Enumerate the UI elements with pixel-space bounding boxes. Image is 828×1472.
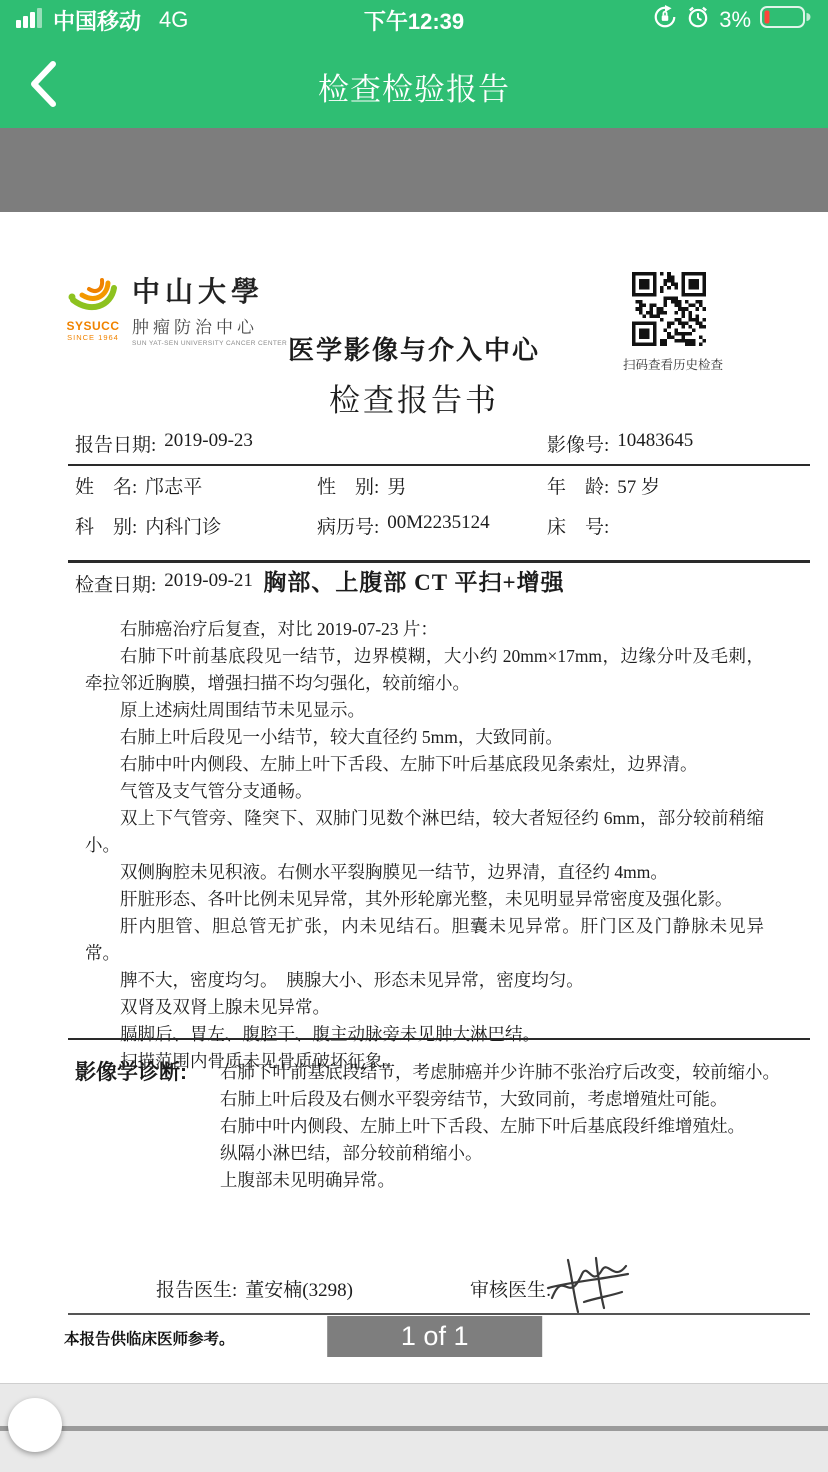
- alarm-icon: [686, 5, 710, 35]
- exam-date-label: 检查日期:: [75, 575, 157, 596]
- diagnosis-line: 上腹部未见明确异常。: [220, 1170, 395, 1190]
- hospital-dept: 肿瘤防治中心: [132, 318, 258, 337]
- image-no-value: 10483645: [617, 430, 694, 451]
- age-value: 57 岁: [617, 477, 661, 498]
- finding-line: 脾不大，密度均匀。 胰腺大小、形态未见异常，密度均匀。: [120, 970, 584, 990]
- diagnosis-line: 纵隔小淋巴结，部分较前稍缩小。: [220, 1143, 483, 1163]
- qr-caption: 扫码查看历史检查: [623, 358, 724, 372]
- finding-line: 双侧胸腔未见积液。右侧水平裂胸膜见一结节，边界清，直径约 4mm。: [120, 862, 668, 882]
- logo-swoosh-icon: [65, 301, 121, 318]
- report-date-label: 报告日期:: [75, 435, 157, 456]
- clock-label: 下午12:39: [363, 8, 465, 34]
- finding-line: 双肾及双肾上腺未见异常。: [120, 997, 330, 1017]
- report-header: [0, 212, 828, 422]
- logo-since: SINCE 1964: [67, 333, 119, 342]
- finding-line: 右肺癌治疗后复查，对比 2019-07-23 片：: [120, 619, 438, 639]
- finding-line: 原上述病灶周围结节未见显示。: [120, 700, 365, 720]
- hospital-name-en: SUN YAT-SEN UNIVERSITY CANCER CENTER: [132, 340, 288, 347]
- finding-line: 双上下气管旁、隆突下、双肺门见数个淋巴结，较大者短径约 6mm，部分较前稍缩小。: [85, 808, 764, 855]
- qr-block: [623, 272, 724, 373]
- gender-label: 性 别:: [317, 477, 380, 498]
- diagnosis-section: [68, 1038, 810, 1194]
- qr-code-icon: [632, 272, 706, 346]
- dept-label: 科 别:: [75, 517, 138, 538]
- finding-line: 扫描范围内骨质未见骨质破坏征象。: [120, 1051, 400, 1071]
- finding-line: 右肺中叶内侧段、左肺上叶下舌段、左肺下叶后基底段见条索灶，边界清。: [120, 754, 698, 774]
- report-footer: [64, 1313, 810, 1351]
- image-no-label: 影像号:: [547, 435, 610, 456]
- finding-line: 右肺下叶前基底段见一结节，边界模糊，大小约 20mm×17mm，边缘分叶及毛刺，牵拉邻近胸膜，增强扫描不均匀强化，较前缩小。: [85, 646, 764, 693]
- name-value: 邝志平: [145, 477, 203, 498]
- report-doctor-value: 董安楠(3298): [245, 1280, 353, 1301]
- status-bar: [0, 0, 828, 40]
- diagnosis-line: 右肺上叶后段及右侧水平裂旁结节，大致同前，考虑增殖灶可能。: [220, 1089, 728, 1109]
- finding-line: 右肺上叶后段见一小结节，较大直径约 5mm，大致同前。: [120, 727, 563, 747]
- page-slider-bar: [0, 1383, 828, 1472]
- hospital-logo: [64, 270, 287, 347]
- battery-percent: 3%: [719, 7, 751, 32]
- page-title: 检查检验报告: [318, 72, 510, 107]
- center-title: 医学影像与介入中心: [287, 336, 540, 365]
- page-indicator: 1 of 1: [327, 1316, 542, 1357]
- record-no-value: 00M2235124: [387, 512, 490, 533]
- gender-value: 男: [387, 477, 407, 498]
- rotation-lock-icon: [653, 5, 677, 35]
- page-slider-track[interactable]: [0, 1426, 828, 1431]
- nav-bar: [0, 40, 828, 128]
- doc-title: 检查报告书: [329, 383, 499, 418]
- page-slider-knob[interactable]: [8, 1398, 62, 1452]
- report-date-value: 2019-09-23: [164, 430, 253, 451]
- dept-value: 内科门诊: [145, 517, 222, 538]
- battery-icon: [760, 4, 812, 36]
- finding-line: 气管及支气管分支通畅。: [120, 781, 313, 801]
- review-doctor-label: 审核医生:: [470, 1280, 552, 1301]
- diagnosis-label: 影像学诊断:: [75, 1061, 187, 1084]
- doc-footnote: 本报告供临床医师参考。: [64, 1331, 235, 1348]
- carrier-label: 中国移动: [53, 8, 142, 34]
- exam-title: 胸部、上腹部 CT 平扫+增强: [263, 570, 565, 595]
- report-doctor-label: 报告医生:: [156, 1280, 238, 1301]
- app-header: [0, 0, 828, 128]
- hospital-name: 中山大學: [132, 277, 265, 308]
- findings-section: [85, 616, 764, 1075]
- exam-date-value: 2019-09-21: [164, 570, 253, 591]
- finding-line: 肝内胆管、胆总管无扩张，内未见结石。胆囊未见异常。肝门区及门静脉未见异常。: [85, 916, 764, 963]
- diagnosis-line: 右肺下叶前基底段结节，考虑肺癌并少许肺不张治疗后改变，较前缩小。: [220, 1062, 780, 1082]
- finding-line: 膈脚后、胃左、腹腔干、腹主动脉旁未见肿大淋巴结。: [120, 1024, 540, 1044]
- finding-line: 肝脏形态、各叶比例未见异常，其外形轮廓光整，未见明显异常密度及强化影。: [120, 889, 733, 909]
- age-label: 年 龄:: [547, 477, 610, 498]
- diagnosis-line: 右肺中叶内侧段、左肺上叶下舌段、左肺下叶后基底段纤维增殖灶。: [220, 1116, 745, 1136]
- viewer-background: [0, 128, 828, 212]
- name-label: 姓 名:: [75, 477, 138, 498]
- record-no-label: 病历号:: [317, 517, 380, 538]
- network-label: 4G: [159, 7, 189, 32]
- report-document: [0, 212, 828, 1383]
- bed-label: 床 号:: [547, 517, 610, 538]
- logo-acronym: SYSUCC: [66, 319, 120, 333]
